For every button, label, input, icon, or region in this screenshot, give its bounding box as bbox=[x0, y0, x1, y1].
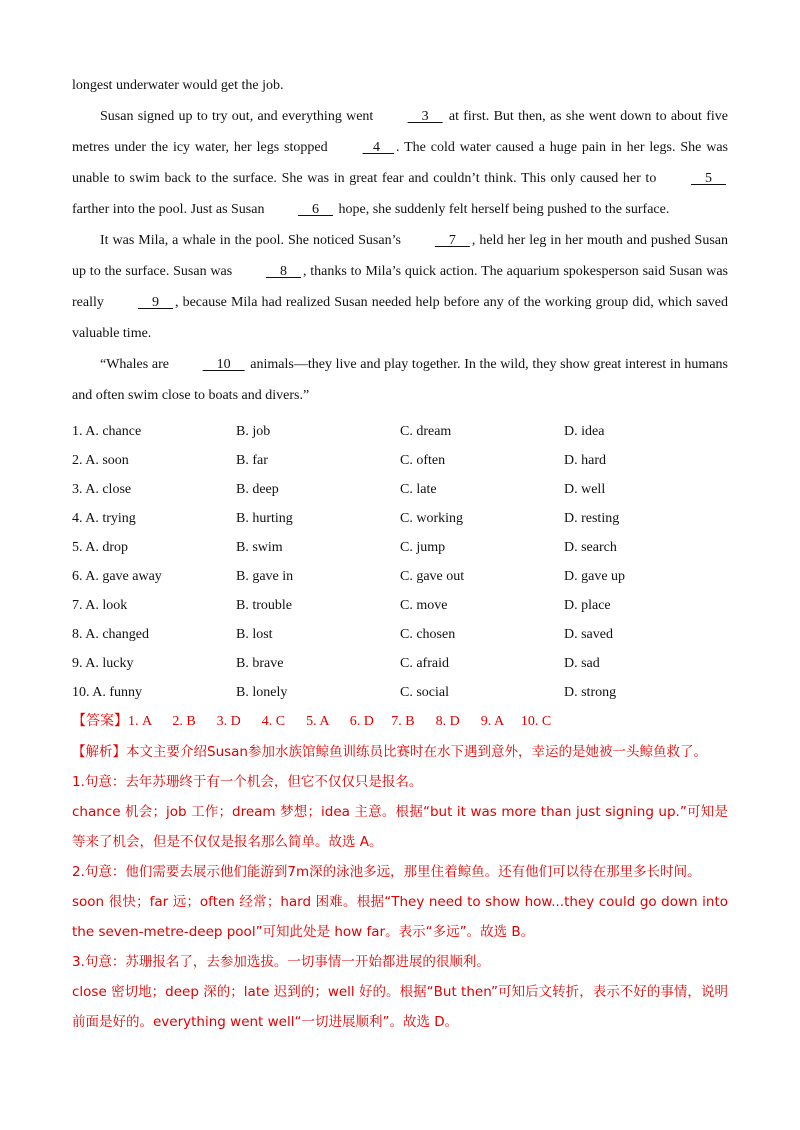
option-choice: C. jump bbox=[400, 540, 446, 555]
answer-key: 【答案】1. A 2. B 3. D 4. C 5. A 6. D 7. B 8. D 9. A 10. C bbox=[72, 714, 552, 729]
option-choice: 6. A. gave away bbox=[72, 569, 162, 584]
option-row bbox=[72, 446, 728, 475]
option-row bbox=[72, 504, 728, 533]
option-choice: D. search bbox=[564, 540, 617, 555]
cloze-blank: 3 bbox=[407, 109, 443, 124]
explanation-line: chance 机会；job 工作；dream 梦想；idea 主意。根据“but it was more than just signing up.”可知是等来了机会，但是不仅仅是报名那么简单。故选 A。 bbox=[72, 804, 728, 850]
cloze-blank: 6 bbox=[297, 202, 333, 217]
cloze-blank: 9 bbox=[137, 295, 173, 310]
option-choice: C. afraid bbox=[400, 656, 449, 671]
passage-text: It was Mila, a whale in the pool. She noticed Susan’s bbox=[100, 233, 405, 248]
passage-paragraph-0: longest underwater would get the job. bbox=[72, 78, 284, 93]
document-page bbox=[72, 70, 728, 1037]
passage-text: hope, she suddenly felt herself being pushed to the surface. bbox=[334, 202, 670, 217]
option-choice: 4. A. trying bbox=[72, 511, 136, 526]
option-choice: B. hurting bbox=[236, 511, 293, 526]
option-choice: D. hard bbox=[564, 453, 606, 468]
option-choice: B. deep bbox=[236, 482, 279, 497]
option-choice: 10. A. funny bbox=[72, 685, 142, 700]
option-choice: D. gave up bbox=[564, 569, 626, 584]
explanation-line: 【解析】本文主要介绍Susan参加水族馆鲸鱼训练员比赛时在水下遇到意外，幸运的是她被一头鲸鱼救了。 bbox=[72, 744, 707, 760]
option-row bbox=[72, 475, 728, 504]
option-choice: 3. A. close bbox=[72, 482, 132, 497]
explanation-line: close 密切地；deep 深的；late 迟到的；well 好的。根据“But then”可知后文转折，表示不好的事情，说明前面是好的。everything went well“一切进展顺利”。故选 D。 bbox=[72, 984, 728, 1030]
option-row bbox=[72, 678, 728, 707]
option-choice: D. strong bbox=[564, 685, 617, 700]
option-choice: C. move bbox=[400, 598, 448, 613]
option-choice: D. well bbox=[564, 482, 606, 497]
explanation-line: 1.句意：去年苏珊终于有一个机会，但它不仅仅只是报名。 bbox=[72, 774, 423, 790]
option-choice: B. far bbox=[236, 453, 268, 468]
cloze-blank: 4 bbox=[362, 140, 394, 155]
explanation-line: 3.句意：苏珊报名了，去参加选拔。一切事情一开始都进展的很顺利。 bbox=[72, 954, 490, 970]
option-choice: B. gave in bbox=[236, 569, 294, 584]
option-choice: D. idea bbox=[564, 424, 605, 439]
option-row bbox=[72, 620, 728, 649]
passage-text: farther into the pool. Just as Susan bbox=[72, 202, 268, 217]
explanation-line: 2.句意：他们需要去展示他们能游到7m深的泳池多远，那里住着鲸鱼。还有他们可以待在那里多长时间。 bbox=[72, 864, 701, 880]
cloze-blank: 5 bbox=[691, 171, 726, 186]
option-choice: 2. A. soon bbox=[72, 453, 129, 468]
cloze-blank: 7 bbox=[434, 233, 470, 248]
option-choice: C. late bbox=[400, 482, 437, 497]
passage-text: “Whales are bbox=[100, 357, 173, 372]
option-choice: B. lonely bbox=[236, 685, 288, 700]
explanation-section bbox=[72, 737, 728, 1037]
option-choice: C. dream bbox=[400, 424, 452, 439]
explanation-line: soon 很快；far 远；often 经常；hard 困难。根据“They need to show how...they could go down into the seven-metre-deep pool”可知此处是 how far。表示“多远”。故选 B。 bbox=[72, 894, 728, 940]
cloze-blank: 8 bbox=[265, 264, 301, 279]
passage-text: at first. But then, as she went down to about five metres under the icy water, her legs stopped bbox=[72, 109, 728, 155]
option-choice: 1. A. chance bbox=[72, 424, 142, 439]
option-choice: B. brave bbox=[236, 656, 284, 671]
option-row bbox=[72, 417, 728, 446]
cloze-blank: 10 bbox=[202, 357, 245, 372]
option-choice: B. trouble bbox=[236, 598, 292, 613]
passage-text: . The cold water caused a huge pain in her legs. She was unable to swim back to the surface. She was in great fear and couldn’t think. This only caused her to bbox=[72, 140, 728, 186]
option-choice: D. sad bbox=[564, 656, 600, 671]
option-choice: C. gave out bbox=[400, 569, 465, 584]
passage-paragraph-1 bbox=[72, 101, 728, 225]
passage-paragraph-3 bbox=[72, 349, 728, 411]
option-choice: B. job bbox=[236, 424, 271, 439]
option-choice: 8. A. changed bbox=[72, 627, 149, 642]
answer-options bbox=[72, 417, 728, 707]
passage-text: , held her leg in her mouth and pushed Susan up to the surface. Susan was bbox=[72, 233, 728, 279]
option-choice: C. social bbox=[400, 685, 449, 700]
passage-text: , thanks to Mila’s quick action. The aquarium spokesperson said Susan was really bbox=[72, 264, 728, 310]
option-choice: D. place bbox=[564, 598, 611, 613]
option-choice: D. resting bbox=[564, 511, 620, 526]
option-row bbox=[72, 649, 728, 678]
option-choice: C. often bbox=[400, 453, 446, 468]
option-choice: 5. A. drop bbox=[72, 540, 128, 555]
option-choice: C. chosen bbox=[400, 627, 456, 642]
option-choice: 7. A. look bbox=[72, 598, 128, 613]
passage-text: animals—they live and play together. In the wild, they show great interest in humans and often swim close to boats and divers.” bbox=[72, 357, 728, 403]
option-row bbox=[72, 533, 728, 562]
option-choice: B. lost bbox=[236, 627, 273, 642]
passage-text: Susan signed up to try out, and everything went bbox=[100, 109, 378, 124]
option-row bbox=[72, 562, 728, 591]
option-choice: B. swim bbox=[236, 540, 283, 555]
option-choice: 9. A. lucky bbox=[72, 656, 134, 671]
option-choice: C. working bbox=[400, 511, 463, 526]
passage-text: , because Mila had realized Susan needed help before any of the working group did, which saved valuable time. bbox=[72, 295, 728, 341]
option-row bbox=[72, 591, 728, 620]
passage-paragraph-2 bbox=[72, 225, 728, 349]
option-choice: D. saved bbox=[564, 627, 613, 642]
